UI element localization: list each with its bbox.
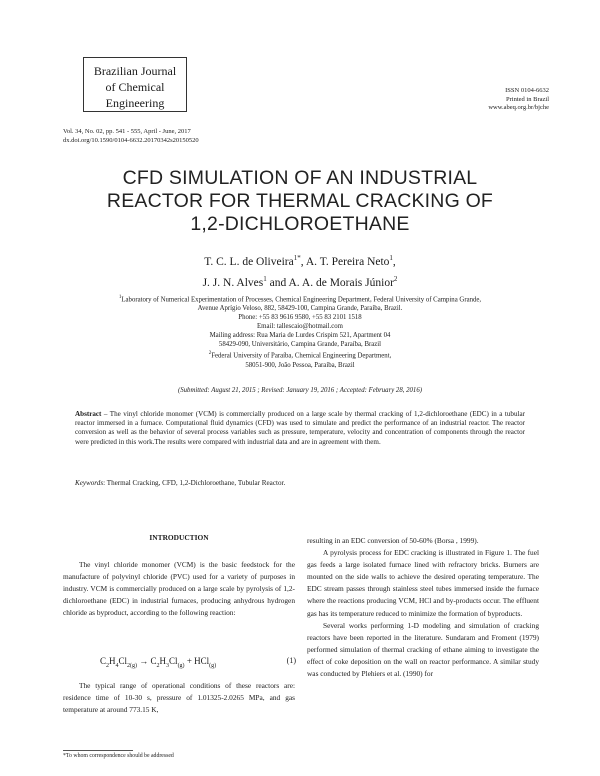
eq-sub: 4 bbox=[115, 662, 119, 669]
eq-part: Cl bbox=[169, 656, 178, 666]
doi-link[interactable]: dx.doi.org/10.1590/0104-6632.20170342s20150520 bbox=[63, 136, 199, 144]
eq-sub: 2(g) bbox=[127, 662, 138, 669]
intro-r1: resulting in an EDC conversion of 50-60% (Borsa , 1999). bbox=[307, 536, 479, 545]
affil-mailing: Mailing address: Rua Maria de Lurdes Crispim 521, Apartment 04 bbox=[209, 332, 391, 340]
intro-paragraph-2 bbox=[63, 680, 295, 716]
author-1-affil: 1* bbox=[293, 254, 301, 262]
author-2: A. T. Pereira Neto bbox=[305, 255, 390, 268]
author-list bbox=[60, 250, 540, 292]
abstract-text: – The vinyl chloride monomer (VCM) is commercially produced on a large scale by thermal cracking of 1,2-dichloroethane (EDC) in a tubular reactor immersed in a furnace. Computational fluid dynamics (CFD) was used to simulate and predict the performance of an industrial reactor. The reactor conversion as well as the behavior of several process variables such as pressure, temperature, velocity and concentration of components through the reactor were predicted in this work.The results were compared with industrial data and are in agreement with them. bbox=[75, 410, 525, 446]
eq-sub: (g) bbox=[177, 662, 185, 669]
printed-in: Printed in Brazil bbox=[506, 95, 549, 103]
journal-name-box bbox=[83, 57, 187, 112]
eq-sub: 2 bbox=[106, 662, 110, 669]
affil-1-text: Laboratory of Numerical Experimentation of Processes, Chemical Engineering Department, Federal University of Campina Grande, bbox=[121, 296, 482, 304]
eq-part: Cl bbox=[118, 656, 128, 666]
abstract bbox=[75, 410, 525, 447]
eq-part: C bbox=[100, 656, 107, 666]
keywords-text: : Thermal Cracking, CFD, 1,2-Dichloroethane, Tubular Reactor. bbox=[103, 479, 286, 487]
eq-arrow: → bbox=[137, 656, 151, 666]
affiliations bbox=[60, 293, 540, 370]
affil-2-text: Federal University of Paraíba, Chemical Engineering Department, bbox=[211, 352, 392, 360]
equation-1 bbox=[100, 656, 296, 669]
eq-part: H bbox=[109, 656, 116, 666]
submission-dates: (Submitted: August 21, 2015 ; Revised: January 19, 2016 ; Accepted: February 28, 2016) bbox=[177, 387, 422, 394]
author-4: A. A. de Morais Júnior bbox=[288, 276, 394, 289]
footnote-divider bbox=[63, 750, 133, 751]
abstract-label: Abstract bbox=[75, 410, 102, 418]
author-line1: T. C. L. de Oliveira$^{1*}$, A. T. Pereira Neto$^1$, bbox=[204, 254, 396, 268]
author-4-affil: 2 bbox=[393, 274, 398, 283]
intro-r2: A pyrolysis process for EDC cracking is illustrated in Figure 1. The fuel gas feeds a large isolated furnace lined with refractory bricks. Burners are mounted on the side walls to achieve the desired operating temperature. The EDC stream passes through stainless steel tubes immersed inside the furnace where the reactions producing VCM, HCl and by-products occur. The effluent gas has its temperature reduced to minimize the formation of byproducts. bbox=[307, 548, 539, 618]
right-column bbox=[307, 535, 539, 680]
issue-info bbox=[63, 128, 199, 145]
author-3: J. J. N. Alves bbox=[202, 276, 264, 289]
affil-phone: Phone: +55 83 9616 9580, +55 83 2101 1518 bbox=[238, 314, 362, 322]
affil-2-marker: 2 bbox=[208, 351, 212, 357]
affil-mailing-city: 58429-090, Universitário, Campina Grande, Paraíba, Brazil bbox=[218, 341, 382, 349]
affil-line7 bbox=[60, 349, 540, 360]
keywords-label: Keywords bbox=[75, 479, 104, 487]
journal-url[interactable]: www.abeq.org.br/bjche bbox=[488, 104, 549, 111]
eq-part: H bbox=[159, 656, 167, 666]
section-heading-introduction: INTRODUCTION bbox=[149, 533, 209, 542]
journal-name-line1: Brazilian Journal bbox=[93, 64, 177, 78]
paper-title bbox=[60, 167, 540, 236]
title-line3: 1,2-DICHLOROETHANE bbox=[190, 213, 410, 235]
author-1: T. C. L. de Oliveira bbox=[204, 255, 294, 268]
affil-line1 bbox=[60, 293, 540, 304]
equation-number: (1) bbox=[286, 656, 296, 665]
eq-sub: (g) bbox=[209, 662, 217, 669]
journal-meta bbox=[488, 87, 549, 113]
author-2-affil: 1 bbox=[389, 254, 393, 262]
affil-1-marker: 1 bbox=[118, 295, 122, 300]
intro-paragraph-1 bbox=[63, 559, 295, 619]
journal-name-line2: of Chemical bbox=[105, 80, 165, 94]
issn: ISSN 0104-6632 bbox=[505, 87, 549, 94]
journal-name-line3: Engineering bbox=[105, 96, 165, 110]
eq-part: + HCl bbox=[184, 656, 210, 666]
intro-p1: The vinyl chloride monomer (VCM) is the basic feedstock for the manufacture of polyvinyl chloride (PVC) used for a variety of purposes in industry. VCM is commercially produced on a large scale by pyrolysis of 1,2-dichloroethane (EDC) in industrial furnaces, producing anhydrous hydrogen chloride as byproduct, according to the following reaction: bbox=[63, 560, 295, 618]
eq-sub: 3 bbox=[166, 662, 170, 669]
issue-line: Vol. 34, No. 02, pp. 541 - 555, April - June, 2017 bbox=[63, 128, 191, 135]
author-3-affil: 1 bbox=[263, 274, 267, 283]
intro-r3: Several works performing 1-D modeling and simulation of cracking reactors have been reported in the literature. Sundaram and Froment (1979) performed simulation of thermal cracking of ethane aiming to investigate the effect of coke deposition on the wall on reactor performance. A similar study was conducted by Plehiers et al. (1990) for bbox=[307, 620, 539, 679]
author-and: and bbox=[266, 276, 289, 289]
affil-line8: 58051-900, João Pessoa, Paraíba, Brazil bbox=[245, 361, 355, 369]
title-line2: REACTOR FOR THERMAL CRACKING OF bbox=[106, 190, 494, 212]
eq-sub: 2 bbox=[156, 662, 160, 669]
author-line2 bbox=[60, 271, 540, 292]
eq-part: C bbox=[150, 656, 157, 666]
affil-email[interactable]: Email: tallescaio@hotmail.com bbox=[257, 323, 343, 331]
title-line1: CFD SIMULATION OF AN INDUSTRIAL bbox=[122, 167, 478, 189]
author-separator: , bbox=[300, 255, 306, 268]
footnote: *To whom correspondence should be addressed bbox=[63, 753, 174, 759]
intro-p2: The typical range of operational conditions of these reactors are: residence time of 10-30 s, pressure of 1.01325-2.0265 MPa, and gas temperature at around 773.15 K, bbox=[63, 681, 295, 715]
affil-line2: Avenue Aprígio Veloso, 882, 58429-100, Campina Grande, Paraíba, Brazil. bbox=[197, 305, 403, 313]
keywords bbox=[75, 479, 525, 487]
